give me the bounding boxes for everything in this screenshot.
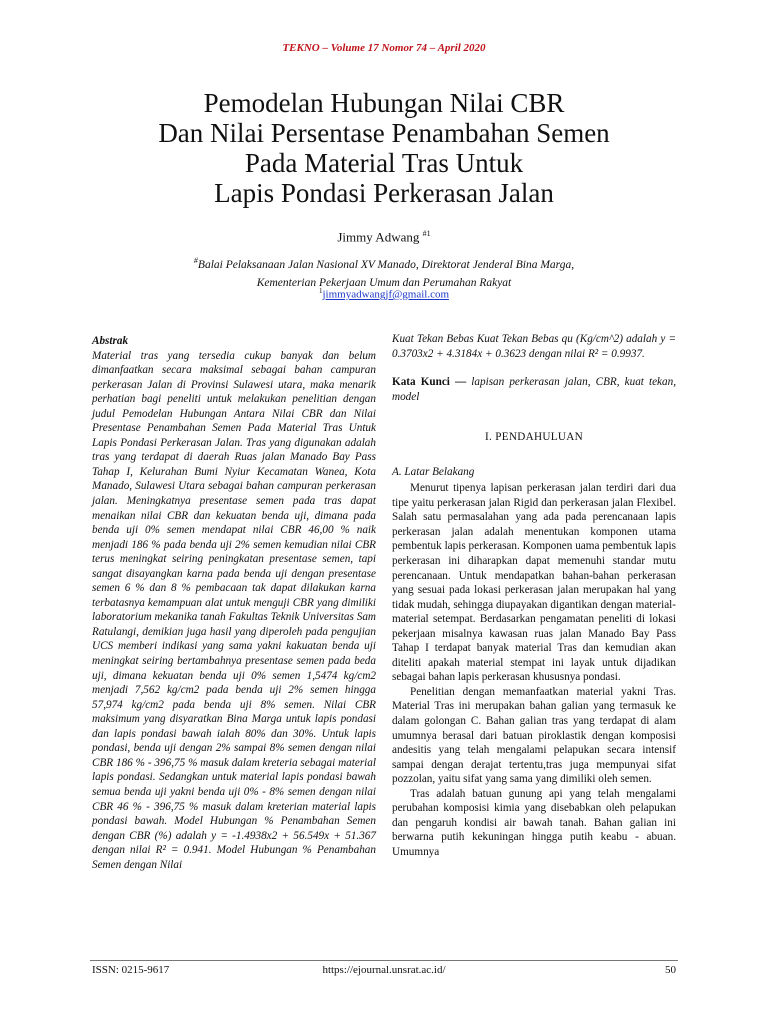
- title-line-1: Pemodelan Hubungan Nilai CBR: [203, 88, 565, 118]
- page-number: 50: [665, 964, 676, 976]
- title-line-4: Lapis Pondasi Perkerasan Jalan: [214, 178, 554, 208]
- right-column: [392, 332, 676, 860]
- author: [0, 229, 768, 245]
- title-line-2: Dan Nilai Persentase Penambahan Semen: [158, 118, 610, 148]
- paragraph: Menurut tipenya lapisan perkerasan jalan terdiri dari dua tipe yaitu perkerasan jalan Rigid dan perkerasan jalan Flexibel. Salah satu permasalahan yang ada pada perencanaan lapis perkerasan jalan adalah menentukan komponen utama pembentuk lapis perkerasan. Komponen uama pembentuk lapis perkerasan ini diharapkan dapat memenuhi standar mutu perencanaan. Untuk mendapatkan bahan-bahan perkerasan yang sesuai pada lokasi perkerasan jalan merupakan hal yang tidak mudah, sehingga diupayakan digantikan dengan material- material setempat. Berdasarkan pengamatan peneliti di lokasi pekerjaan misalnya kawasan ruas jalan Manado Bay Pass Tahap I terdapat banyak material Tras dan kemudian akan diteliti apakah material stempat ini layak untuk dijadikan sebagai bahan lapis perkerasan khususnya pondasi.: [392, 482, 676, 684]
- paragraph: Penelitian dengan memanfaatkan material yakni Tras. Material Tras ini merupakan bahan galian yang termasuk ke dalam golongan C. Bahan galian tras yang terdapat di alam umumnya berasal dari batuan piroklastik dengan komposisi andesitis yang telah mengalami pelapukan secara intensif sampai dengan derajat tertentu,tras juga mempunyai sifat pozzolan, yaitu sifat yang sama yang dimiliki oleh semen.: [392, 685, 676, 786]
- affiliation-sup: #: [193, 256, 198, 265]
- author-email: [0, 287, 768, 301]
- footer-url[interactable]: https://ejournal.unsrat.ac.id/: [322, 964, 446, 976]
- affiliation-line-1: Balai Pelaksanaan Jalan Nasional XV Manado, Direktorat Jenderal Bina Marga,: [197, 258, 575, 271]
- author-name: Jimmy Adwang: [337, 229, 420, 245]
- paper-title: [0, 88, 768, 208]
- abstract-continuation: Kuat Tekan Bebas Kuat Tekan Bebas qu (Kg/cm^2) adalah y = 0.3703x2 + 4.3184x + 0.3623 dengan nilai R² = 0.9937.: [392, 333, 676, 360]
- affiliation-line-2: Kementerian Pekerjaan Umum dan Perumahan Rakyat: [256, 276, 512, 289]
- email-link[interactable]: jimmyadwangjf@gmail.com: [322, 288, 450, 301]
- email-sup: 1: [318, 287, 323, 295]
- subsection-heading: A. Latar Belakang: [392, 465, 475, 478]
- affiliation: [0, 252, 768, 292]
- keywords-text: lapisan perkerasan jalan, CBR, kuat tekan, model: [392, 376, 677, 403]
- section-heading: I. PENDAHULUAN: [484, 431, 584, 444]
- paragraph: Tras adalah batuan gunung api yang telah mengalami perubahan komposisi kimia yang disebabkan oleh pelapukan dan pengaruh kondisi air bawah tanah. Bahan galian ini berwarna putih kekuningan hingga putih keabu - abuan. Umumnya: [392, 787, 676, 858]
- keywords-label: Kata Kunci —: [392, 376, 467, 389]
- abstract-heading: Abstrak: [92, 335, 129, 347]
- abstract-text: Material tras yang tersedia cukup banyak dan belum dimanfaatkan secara maksimal sebagai bahan campuran perkerasan Jalan di Provinsi Sulawesi utara, maka menarik perhatian bagi peneliti untuk melakukan penelitian dengan judul Pemodelan Hubungan Antara Nilai CBR dan Nilai Presentase Penambahan Semen Pada Material Tras Untuk Lapis Pondasi Perkerasan Jalan. Tras yang digunakan adalah tras yang terdapat di daerah Ruas jalan Manado Bay Pass Tahap I, Kelurahan Bumi Nyiur Kecamatan Wanea, Kota Manado, Sulawesi Utara sebagai bahan campuran perkerasan jalan. Meningkatnya presentase semen pada tras dapat menaikan nilai CBR dan kekuatan benda uji, dimana pada benda uji 0% semen mendapat nilai CBR 46,00 % naik menjadi 186 % pada benda uji 2% semen kemudian nilai CBR terus meningkat seiring peningkatan presentase semen, tapi sangat disayangkan karna pada benda uji dengan presentase semen 6 % dan 8 % pembacaan tak dapat dilakukan karna terbatasnya kemampuan alat untuk menguji CBR yang dimiliki laboratorium mekanika tanah Fakultas Teknik Universitas Sam Ratulangi, demikian juga hasil yang diperoleh pada pengujian UCS memberi indikasi yang sama yakni kakuatan benda uji meningkat seiring bertambahnya presentase semen pada beda uji, dimana kekuatan benda uji 0% semen 1,5474 kg/cm2 menjadi 7,562 kg/cm2 pada benda uji 2% semen hingga 57,974 kg/cm2 pada benda uji 8% semen. Nilai CBR maksimum yang disyaratkan Bina Marga untuk lapis pondasi dan lapis pondasi bawah ialah 80% dan 30%. Untuk lapis pondasi, benda uji dengan 2% sampai 8% semen dengan nilai CBR 186 % - 396,75 % masuk dalam kreteria sebagai material lapis pondasi. Sedangkan untuk material lapis pondasi bawah semua benda uji yakni benda uji 0% - 8% semen dengan nilai CBR 46 % - 396,75 % masuk dalam kreterian material lapis pondasi bawah. Model Hubungan % Penambahan Semen dengan CBR (%) adalah y = -1.4938x2 + 56.549x + 51.367 dengan nilai R² = 0.941. Model Hubungan % Penambahan Semen dengan Nilai: [92, 349, 376, 871]
- left-column: [92, 334, 376, 872]
- title-line-3: Pada Material Tras Untuk: [244, 148, 524, 178]
- footer-issn: ISSN: 0215-9617: [92, 964, 170, 976]
- footer-divider: [90, 960, 678, 961]
- keywords: [392, 375, 676, 404]
- journal-header: TEKNO – Volume 17 Nomor 74 – April 2020: [282, 42, 486, 54]
- author-sup: #1: [422, 229, 431, 238]
